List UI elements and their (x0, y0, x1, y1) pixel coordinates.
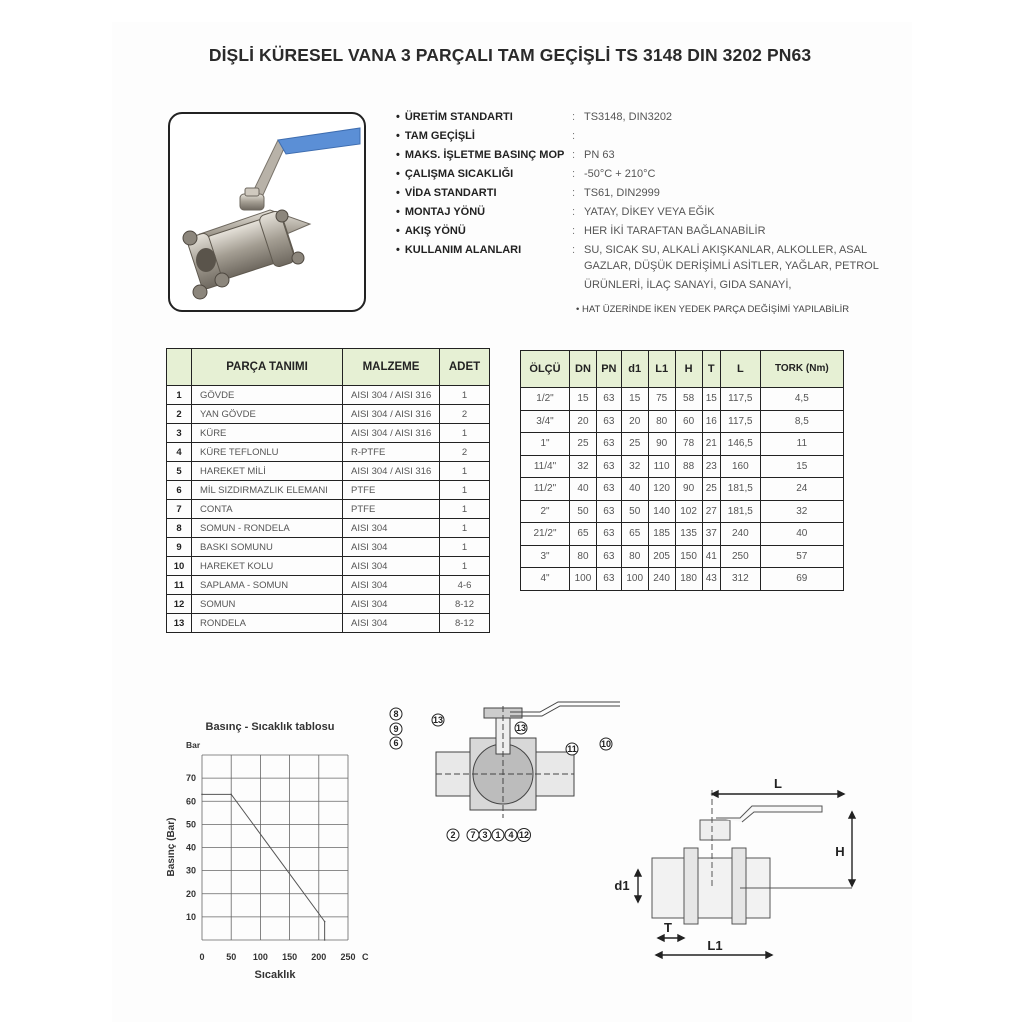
svg-text:6: 6 (393, 738, 399, 748)
parts-cell-qty: 1 (440, 519, 490, 538)
dims-cell: 11/2" (521, 478, 570, 501)
parts-header-cell (167, 349, 192, 386)
spec-colon: : (572, 168, 576, 180)
parts-table (166, 348, 490, 633)
parts-cell-name: SOMUN (192, 595, 343, 614)
dims-cell: 21 (702, 433, 720, 456)
data-point (230, 794, 232, 796)
series-line (202, 794, 325, 940)
parts-cell-num: 10 (167, 557, 192, 576)
dims-cell: 110 (648, 455, 675, 478)
y-tick-label: 40 (185, 842, 196, 853)
dim-label-d1: d1 (614, 878, 630, 893)
x-axis-label: Sıcaklık (254, 969, 296, 981)
dims-cell: 20 (621, 410, 648, 433)
y-tick-label: 20 (185, 888, 196, 899)
spec-label: • VİDA STANDARTI (396, 184, 497, 202)
svg-text:13: 13 (515, 723, 527, 733)
dims-cell: 40 (760, 523, 843, 546)
parts-cell-name: KÜRE TEFLONLU (192, 443, 343, 462)
parts-cell-mat: AISI 304 / AISI 316 (343, 386, 440, 405)
parts-cell-name: SOMUN - RONDELA (192, 519, 343, 538)
parts-cell-num: 7 (167, 500, 192, 519)
spec-colon: : (572, 225, 576, 237)
dims-header-cell: d1 (621, 351, 648, 388)
dims-cell: 250 (721, 545, 761, 568)
table-row (167, 443, 490, 462)
dims-cell: 57 (760, 545, 843, 568)
dims-cell: 8,5 (760, 410, 843, 433)
parts-cell-mat: PTFE (343, 500, 440, 519)
parts-cell-qty: 1 (440, 481, 490, 500)
y-tick-label: 50 (185, 819, 196, 830)
dims-cell: 100 (621, 568, 648, 591)
dims-cell: 90 (648, 433, 675, 456)
table-row (167, 557, 490, 576)
table-row (521, 523, 844, 546)
dims-cell: 240 (721, 523, 761, 546)
dims-cell: 50 (621, 500, 648, 523)
dim-label-L1: L1 (707, 938, 723, 953)
table-row (521, 478, 844, 501)
dims-cell: 146,5 (721, 433, 761, 456)
dims-cell: 75 (648, 388, 675, 411)
dims-cell: 25 (621, 433, 648, 456)
x-tick-label: 0 (199, 952, 205, 962)
dims-cell: 80 (648, 410, 675, 433)
dims-cell: 1/2" (521, 388, 570, 411)
spec-value: HER İKİ TARAFTAN BAĞLANABİLİR (584, 225, 766, 237)
dims-cell: 65 (570, 523, 597, 546)
dims-cell: 2" (521, 500, 570, 523)
dims-header-cell: H (675, 351, 702, 388)
x-tick-label: 150 (282, 952, 298, 962)
dims-cell: 37 (702, 523, 720, 546)
pressure-temperature-chart (160, 712, 380, 992)
dims-cell: 63 (596, 568, 621, 591)
spec-label: • MAKS. İŞLETME BASINÇ MOP (396, 146, 564, 164)
dims-cell: 150 (675, 545, 702, 568)
callout-4 (505, 829, 517, 841)
dims-cell: 11 (760, 433, 843, 456)
parts-cell-qty: 8-12 (440, 614, 490, 633)
dims-cell: 65 (621, 523, 648, 546)
dims-cell: 181,5 (721, 478, 761, 501)
dims-header-cell: L (721, 351, 761, 388)
parts-cell-num: 8 (167, 519, 192, 538)
table-row (521, 500, 844, 523)
chart-title: Basınç - Sıcaklık tablosu (205, 721, 335, 733)
parts-cell-mat: AISI 304 (343, 614, 440, 633)
table-row (521, 455, 844, 478)
dim-label-H: H (835, 844, 845, 859)
table-row (167, 462, 490, 481)
dims-header-cell: PN (596, 351, 621, 388)
spec-label: • KULLANIM ALANLARI (396, 241, 521, 259)
callout-10 (600, 738, 612, 750)
page-title: DİŞLİ KÜRESEL VANA 3 PARÇALI TAM GEÇİŞLİ TS 3148 DIN 3202 PN63 (208, 45, 812, 65)
spec-colon: : (572, 130, 576, 142)
parts-cell-num: 5 (167, 462, 192, 481)
callout-13 (432, 714, 444, 726)
dims-cell: 27 (702, 500, 720, 523)
dims-cell: 3" (521, 545, 570, 568)
parts-header-cell: MALZEME (343, 349, 440, 386)
callout-6 (390, 737, 402, 749)
dims-cell: 181,5 (721, 500, 761, 523)
dims-cell: 40 (570, 478, 597, 501)
dims-cell: 140 (648, 500, 675, 523)
svg-text:2: 2 (450, 830, 456, 840)
callout-2 (447, 829, 459, 841)
dims-cell: 16 (702, 410, 720, 433)
x-unit-label: C (362, 952, 369, 962)
parts-cell-mat: AISI 304 / AISI 316 (343, 424, 440, 443)
dims-cell: 69 (760, 568, 843, 591)
dimensions-table (520, 350, 844, 591)
parts-header-cell: PARÇA TANIMI (192, 349, 343, 386)
dims-cell: 63 (596, 410, 621, 433)
y-unit-label: Bar (186, 740, 201, 750)
parts-cell-name: RONDELA (192, 614, 343, 633)
ball-valve-photo-icon (170, 114, 364, 310)
table-row (521, 568, 844, 591)
product-photo-frame (168, 112, 366, 312)
table-row (521, 433, 844, 456)
dims-cell: 160 (721, 455, 761, 478)
dims-header-cell: DN (570, 351, 597, 388)
table-row (167, 519, 490, 538)
parts-cell-name: HAREKET KOLU (192, 557, 343, 576)
dims-cell: 78 (675, 433, 702, 456)
dims-cell: 180 (675, 568, 702, 591)
parts-cell-qty: 2 (440, 405, 490, 424)
dims-cell: 240 (648, 568, 675, 591)
table-row (167, 481, 490, 500)
spec-value: PN 63 (584, 149, 615, 161)
dims-cell: 312 (721, 568, 761, 591)
dims-cell: 11/4" (521, 455, 570, 478)
dims-cell: 185 (648, 523, 675, 546)
dims-header-cell: L1 (648, 351, 675, 388)
parts-cell-mat: AISI 304 / AISI 316 (343, 462, 440, 481)
dims-cell: 20 (570, 410, 597, 433)
spec-label: • AKIŞ YÖNÜ (396, 222, 466, 240)
dims-cell: 102 (675, 500, 702, 523)
parts-cell-qty: 1 (440, 386, 490, 405)
dims-cell: 1" (521, 433, 570, 456)
y-tick-label: 60 (185, 796, 196, 807)
parts-cell-num: 12 (167, 595, 192, 614)
svg-text:12: 12 (518, 830, 530, 840)
parts-cell-mat: AISI 304 (343, 595, 440, 614)
dims-cell: 100 (570, 568, 597, 591)
x-tick-label: 250 (340, 952, 356, 962)
dims-cell: 24 (760, 478, 843, 501)
parts-cell-name: BASKI SOMUNU (192, 538, 343, 557)
dims-cell: 63 (596, 455, 621, 478)
x-tick-label: 100 (252, 952, 268, 962)
dims-cell: 25 (702, 478, 720, 501)
parts-cell-name: KÜRE (192, 424, 343, 443)
spec-label: • ÜRETİM STANDARTI (396, 108, 513, 126)
dims-cell: 3/4" (521, 410, 570, 433)
parts-cell-name: YAN GÖVDE (192, 405, 343, 424)
spec-colon: : (572, 244, 576, 256)
callout-7 (467, 829, 479, 841)
x-tick-label: 200 (311, 952, 327, 962)
data-point (201, 794, 203, 796)
spec-colon: : (572, 149, 576, 161)
table-row (521, 545, 844, 568)
dim-label-L: L (774, 776, 782, 791)
dims-cell: 135 (675, 523, 702, 546)
spec-colon: : (572, 187, 576, 199)
dims-cell: 58 (675, 388, 702, 411)
parts-cell-mat: AISI 304 (343, 538, 440, 557)
y-tick-label: 10 (185, 911, 196, 922)
dims-cell: 80 (570, 545, 597, 568)
spec-colon: : (572, 111, 576, 123)
spec-label: • MONTAJ YÖNÜ (396, 203, 485, 221)
parts-cell-num: 13 (167, 614, 192, 633)
parts-cell-name: CONTA (192, 500, 343, 519)
dims-header-cell: TORK (Nm) (760, 351, 843, 388)
callout-1 (492, 829, 504, 841)
table-row (167, 538, 490, 557)
dims-cell: 63 (596, 433, 621, 456)
dim-label-T: T (664, 920, 672, 935)
dims-cell: 63 (596, 500, 621, 523)
parts-cell-name: HAREKET MİLİ (192, 462, 343, 481)
spec-value-continued: GAZLAR, DÜŞÜK DERİŞİMLİ ASİTLER, YAĞLAR, PETROL (584, 260, 879, 272)
parts-cell-mat: R-PTFE (343, 443, 440, 462)
spec-label: • TAM GEÇİŞLİ (396, 127, 475, 145)
parts-cell-qty: 1 (440, 500, 490, 519)
dimension-drawing (600, 770, 870, 970)
dims-cell: 117,5 (721, 388, 761, 411)
callout-11 (566, 743, 578, 755)
dims-cell: 88 (675, 455, 702, 478)
dims-header-cell: ÖLÇÜ (521, 351, 570, 388)
parts-cell-mat: AISI 304 (343, 576, 440, 595)
table-row (167, 424, 490, 443)
table-row (167, 500, 490, 519)
parts-cell-num: 1 (167, 386, 192, 405)
parts-cell-qty: 1 (440, 538, 490, 557)
table-row (167, 405, 490, 424)
spec-value: TS3148, DIN3202 (584, 111, 673, 123)
spec-note: • HAT ÜZERİNDE İKEN YEDEK PARÇA DEĞİŞİMİ YAPILABİLİR (576, 304, 849, 315)
svg-text:10: 10 (600, 739, 612, 749)
dims-header-cell: T (702, 351, 720, 388)
parts-cell-qty: 1 (440, 424, 490, 443)
dims-cell: 23 (702, 455, 720, 478)
section-drawing (380, 700, 630, 850)
callout-9 (390, 723, 402, 735)
parts-cell-mat: AISI 304 / AISI 316 (343, 405, 440, 424)
parts-cell-num: 2 (167, 405, 192, 424)
dims-cell: 15 (760, 455, 843, 478)
spec-label: • ÇALIŞMA SICAKLIĞI (396, 165, 513, 183)
parts-cell-qty: 2 (440, 443, 490, 462)
svg-text:11: 11 (567, 744, 577, 754)
parts-cell-num: 9 (167, 538, 192, 557)
parts-cell-mat: AISI 304 (343, 519, 440, 538)
dims-cell: 80 (621, 545, 648, 568)
svg-text:8: 8 (393, 709, 399, 719)
spec-colon: : (572, 206, 576, 218)
y-tick-label: 30 (185, 865, 196, 876)
parts-cell-name: MİL SIZDIRMAZLIK ELEMANI (192, 481, 343, 500)
dims-cell: 50 (570, 500, 597, 523)
parts-cell-mat: AISI 304 (343, 557, 440, 576)
spec-value: -50°C + 210°C (584, 168, 656, 180)
dims-cell: 32 (621, 455, 648, 478)
spec-value: YATAY, DİKEY VEYA EĞİK (584, 206, 715, 218)
spec-value: TS61, DIN2999 (584, 187, 660, 199)
dims-cell: 63 (596, 388, 621, 411)
parts-cell-name: GÖVDE (192, 386, 343, 405)
dims-cell: 205 (648, 545, 675, 568)
dims-cell: 15 (570, 388, 597, 411)
parts-cell-qty: 8-12 (440, 595, 490, 614)
dims-cell: 90 (675, 478, 702, 501)
dims-cell: 40 (621, 478, 648, 501)
table-row (521, 388, 844, 411)
dims-cell: 63 (596, 478, 621, 501)
parts-cell-num: 4 (167, 443, 192, 462)
data-point (324, 939, 326, 941)
dims-cell: 32 (570, 455, 597, 478)
svg-text:13: 13 (432, 715, 444, 725)
svg-text:4: 4 (508, 830, 514, 840)
table-row (167, 614, 490, 633)
table-row (167, 386, 490, 405)
parts-cell-qty: 4-6 (440, 576, 490, 595)
dims-cell: 15 (702, 388, 720, 411)
dims-cell: 120 (648, 478, 675, 501)
parts-header-cell: ADET (440, 349, 490, 386)
svg-text:9: 9 (393, 724, 399, 734)
spec-value: SU, SICAK SU, ALKALİ AKIŞKANLAR, ALKOLLER, ASAL (584, 244, 868, 256)
dims-cell: 63 (596, 545, 621, 568)
parts-cell-mat: PTFE (343, 481, 440, 500)
dims-cell: 32 (760, 500, 843, 523)
dims-cell: 21/2" (521, 523, 570, 546)
dims-cell: 25 (570, 433, 597, 456)
dims-cell: 15 (621, 388, 648, 411)
y-tick-label: 70 (185, 773, 196, 784)
table-row (167, 576, 490, 595)
dims-cell: 4,5 (760, 388, 843, 411)
y-axis-label: Basınç (Bar) (166, 817, 177, 877)
table-row (521, 410, 844, 433)
callout-3 (479, 829, 491, 841)
dims-cell: 41 (702, 545, 720, 568)
data-point (324, 921, 326, 923)
svg-text:1: 1 (495, 830, 501, 840)
svg-text:3: 3 (482, 830, 488, 840)
parts-cell-num: 3 (167, 424, 192, 443)
parts-cell-qty: 1 (440, 557, 490, 576)
parts-cell-num: 6 (167, 481, 192, 500)
svg-text:7: 7 (470, 830, 476, 840)
parts-cell-qty: 1 (440, 462, 490, 481)
dims-cell: 60 (675, 410, 702, 433)
callout-8 (390, 708, 402, 720)
callout-12 (518, 829, 531, 842)
parts-cell-num: 11 (167, 576, 192, 595)
parts-cell-name: SAPLAMA - SOMUN (192, 576, 343, 595)
dims-cell: 117,5 (721, 410, 761, 433)
dims-cell: 43 (702, 568, 720, 591)
callout-13b (515, 722, 527, 734)
dims-cell: 4" (521, 568, 570, 591)
table-row (167, 595, 490, 614)
spec-value-continued: ÜRÜNLERİ, İLAÇ SANAYİ, GIDA SANAYİ, (584, 279, 792, 291)
x-tick-label: 50 (226, 952, 237, 962)
dims-cell: 63 (596, 523, 621, 546)
